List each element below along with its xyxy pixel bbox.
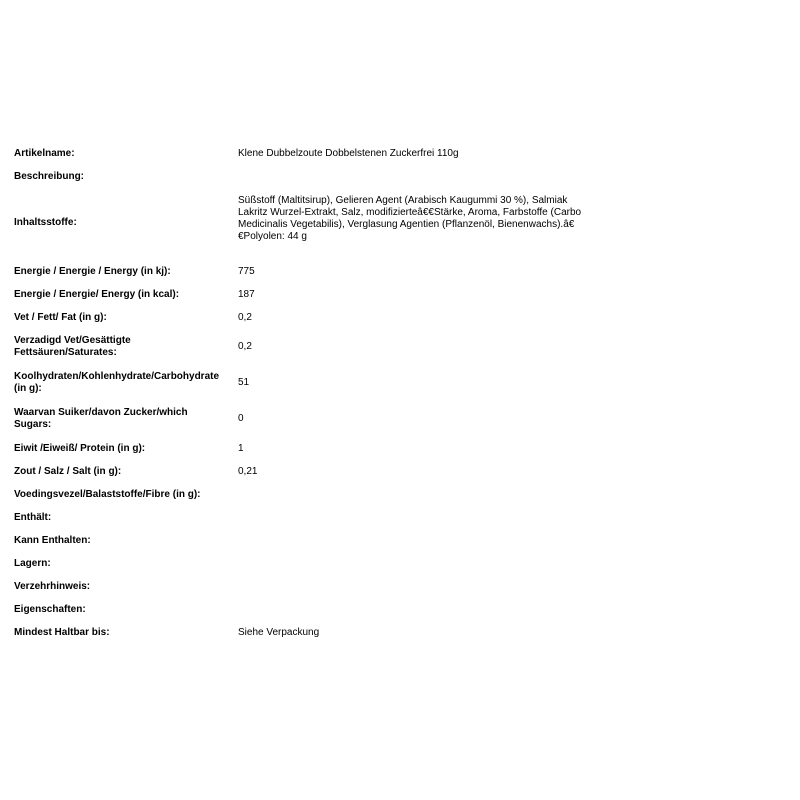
label-mindest-haltbar: Mindest Haltbar bis: [14, 626, 110, 638]
value-kann-enthalten [238, 529, 794, 552]
row-mindest-haltbar [14, 621, 794, 644]
label-energie-kj: Energie / Energie / Energy (in kj): [14, 265, 171, 277]
value-artikelname: Klene Dubbelzoute Dobbelstenen Zuckerfrei 110g [238, 147, 459, 159]
value-eiweiss: 1 [238, 442, 244, 454]
row-salz [14, 460, 794, 483]
value-gesaettigte-fettsaeuren: 0,2 [238, 341, 252, 352]
row-gesaettigte-fettsaeuren [14, 329, 794, 365]
row-beschreibung [14, 165, 794, 188]
value-energie-kj: 775 [238, 265, 255, 277]
value-inhaltsstoffe: Süßstoff (Maltitsirup), Gelieren Agent (Arabisch Kaugummi 30 %), Salmiak Lakritz Wurzel-Extrakt, Salz, modifizierteâ€€Stärke, Aroma, Farbstoffe (Carbo Medicinalis Vegetabilis), Verglasung Agentien (Pflanzenöl, Bienenwachs).â€€Polyolen: 44 g [238, 195, 582, 242]
label-kohlenhydrate: Koolhydraten/Kohlenhydrate/Carbohydrate (in g): [14, 371, 220, 394]
row-inhaltsstoffe [14, 188, 794, 248]
label-artikelname: Artikelname: [14, 147, 75, 159]
label-beschreibung: Beschreibung: [14, 170, 85, 182]
label-inhaltsstoffe: Inhaltsstoffe: [14, 217, 77, 228]
value-enthaelt [238, 506, 794, 529]
row-artikelname [14, 142, 794, 165]
label-gesaettigte-fettsaeuren: Verzadigd Vet/Gesättigte Fettsäuren/Saturates: [14, 335, 131, 358]
value-mindest-haltbar: Siehe Verpackung [238, 626, 320, 638]
label-zucker: Waarvan Suiker/davon Zucker/which Sugars: [14, 407, 188, 430]
label-fett: Vet / Fett/ Fat (in g): [14, 311, 107, 323]
value-energie-kcal: 187 [238, 288, 255, 300]
label-lagern: Lagern: [14, 557, 51, 569]
value-verzehrhinweis [238, 575, 794, 598]
label-kann-enthalten: Kann Enthalten: [14, 534, 91, 546]
value-salz: 0,21 [238, 465, 258, 477]
row-kann-enthalten [14, 529, 794, 552]
product-spec-sheet [14, 142, 794, 644]
row-eigenschaften [14, 598, 794, 621]
value-zucker: 0 [238, 413, 244, 424]
spacer-row [14, 248, 794, 260]
row-enthaelt [14, 506, 794, 529]
row-eiweiss [14, 437, 794, 460]
value-kohlenhydrate: 51 [238, 377, 250, 388]
label-enthaelt: Enthält: [14, 511, 52, 523]
label-energie-kcal: Energie / Energie/ Energy (in kcal): [14, 288, 180, 300]
row-energie-kj [14, 260, 794, 283]
row-energie-kcal [14, 283, 794, 306]
label-eiweiss: Eiwit /Eiweiß/ Protein (in g): [14, 442, 146, 454]
row-kohlenhydrate [14, 365, 794, 401]
row-verzehrhinweis [14, 575, 794, 598]
label-eigenschaften: Eigenschaften: [14, 603, 86, 615]
product-spec-table [14, 142, 794, 644]
value-beschreibung [238, 165, 794, 188]
value-eigenschaften [238, 598, 794, 621]
row-fett [14, 306, 794, 329]
value-ballaststoffe [238, 483, 794, 506]
value-fett: 0,2 [238, 311, 252, 323]
value-lagern [238, 552, 794, 575]
label-ballaststoffe: Voedingsvezel/Balaststoffe/Fibre (in g): [14, 488, 201, 500]
label-verzehrhinweis: Verzehrhinweis: [14, 580, 91, 592]
label-salz: Zout / Salz / Salt (in g): [14, 465, 122, 477]
row-zucker [14, 401, 794, 437]
row-ballaststoffe [14, 483, 794, 506]
row-lagern [14, 552, 794, 575]
